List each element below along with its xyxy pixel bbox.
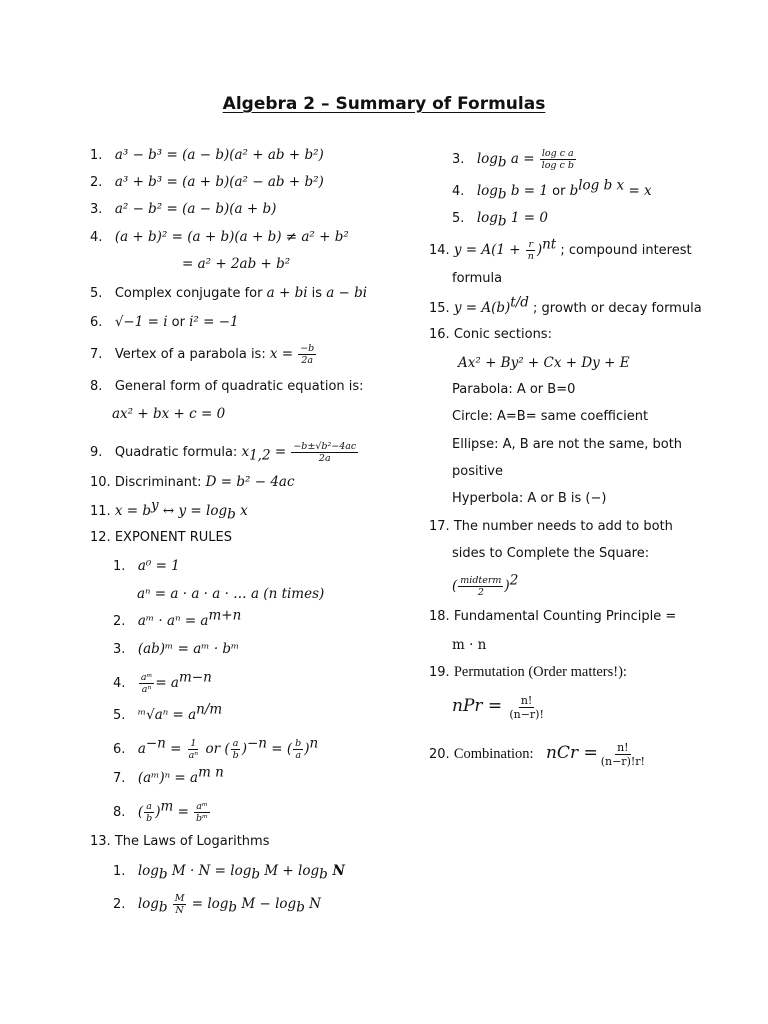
exponent-rule-1-definition: aⁿ = a · a · a · … a (n times) — [137, 586, 325, 602]
formula-item-20: 20. Combination: nCr = $\frac{n!}{(n-r)!r!}$ — [429, 741, 645, 768]
formula-item-17: 17. The number needs to add to both — [429, 519, 673, 534]
change-of-base-fraction: $\frac{\text{log c a}}{\text{log c b}}$ — [541, 148, 574, 171]
formula-item-14: 14. y = A(1 + $\frac{r}{n}$ )$^{nt}$ ; compound interest — [429, 236, 692, 262]
formula-item-3: 3. a² − b² = (a − b)(a + b) — [90, 201, 277, 217]
formula-item-18-continued: m · n — [452, 637, 487, 653]
formula-item-4-continued: = a² + 2ab + b² — [182, 256, 291, 272]
quotient-fraction: $\frac{\text{aᵐ}}{\text{aⁿ}}$ — [140, 672, 153, 695]
formula-item-9: 9. Quadratic formula: $x_{1,2}$ = $\frac{\text{−b±√b²−4ac}}{2a}$ — [90, 441, 357, 464]
quadratic-formula-fraction: $\frac{\text{−b±√b²−4ac}}{2a}$ — [293, 441, 357, 464]
log-law-4: 4. $\log_b b = 1$ or $b^{log b x} = x$ — [452, 177, 652, 203]
am-over-bm-fraction: $\frac{\text{aᵐ}}{\text{bᵐ}}$ — [196, 801, 208, 824]
exponent-rule-6: 6. $a^{-n}$ = $\frac{1}{\text{aⁿ}}$ or ( $\frac{a}{b}$ )$^{-n}$ = ( $\frac{b}{a}$ )$^n$ — [113, 735, 319, 761]
complete-square-expression: ( $\frac{\text{midterm}}{2}$ )$^2$ — [452, 572, 519, 598]
formula-item-5: 5. Complex conjugate for a + bi is a − bi — [90, 285, 368, 301]
conic-circle: Circle: A=B= same coefficient — [452, 409, 649, 424]
b-over-a-fraction: $\frac{b}{a}$ — [295, 738, 302, 761]
formula-item-19: 19. Permutation (Order matters!): — [429, 664, 627, 680]
vertex-fraction: $\frac{-b}{2a}$ — [300, 343, 315, 366]
formula-item-10: 10. Discriminant: D = b² − 4ac — [90, 474, 295, 490]
m-over-n-fraction: $\frac{M}{N}$ — [174, 893, 185, 916]
exponent-rule-5: 5. ᵐ√aⁿ = $a^{n/m}$ — [113, 701, 223, 723]
formula-item-1: 1. a³ − b³ = (a − b)(a² + ab + b²) — [90, 147, 324, 163]
formula-item-14-continued: formula — [452, 271, 503, 286]
conic-ellipse: Ellipse: A, B are not the same, both — [452, 437, 683, 452]
conic-general-equation: Ax² + By² + Cx + Dy + E — [458, 355, 630, 371]
reciprocal-fraction: $\frac{1}{\text{aⁿ}}$ — [188, 738, 199, 761]
midterm-fraction: $\frac{\text{midterm}}{2}$ — [460, 575, 502, 598]
exponent-rule-4: 4. $\frac{\text{aᵐ}}{\text{aⁿ}}$ = $a^{m-n}$ — [113, 669, 212, 695]
permutation-fraction: $\frac{n!}{(n-r)!}$ — [509, 694, 544, 721]
log-law-1: 1. $\log_b M \cdot N = \log_b M + \log_b N$ — [113, 863, 345, 883]
formula-item-17-continued: sides to Complete the Square: — [452, 546, 650, 561]
formula-item-8-equation: ax² + bx + c = 0 — [112, 406, 226, 422]
formula-item-11: 11. $x = b^y$ ↔ $y = \log_b x$ — [90, 497, 248, 523]
formula-item-15: 15. $y = A(b)^{t/d}$ ; growth or decay formula — [429, 294, 702, 316]
combination-fraction: $\frac{n!}{(n-r)!r!}$ — [600, 741, 645, 768]
conic-hyperbola: Hyperbola: A or B is (−) — [452, 491, 607, 506]
formula-item-4: 4. (a + b)² = (a + b)(a + b) ≠ a² + b² — [90, 229, 349, 245]
permutation-formula: nPr = $\frac{n!}{(n-r)!}$ — [452, 694, 544, 721]
conic-parabola: Parabola: A or B=0 — [452, 382, 576, 397]
exponent-rule-8: 8. ( $\frac{a}{b}$ )$^m$ = $\frac{\text{aᵐ}}{\text{bᵐ}}$ — [113, 798, 208, 824]
formula-item-2: 2. a³ + b³ = (a + b)(a² − ab + b²) — [90, 174, 324, 190]
formula-item-6: 6. √−1 = i or i² = −1 — [90, 314, 239, 330]
log-law-5: 5. $\log_b 1 = 0$ — [452, 210, 548, 230]
conic-ellipse-continued: positive — [452, 464, 503, 479]
formula-item-18: 18. Fundamental Counting Principle = — [429, 609, 677, 624]
exponent-rule-2: 2. aᵐ · $a^n = a^{m+n}$ — [113, 607, 242, 629]
formula-item-16: 16. Conic sections: — [429, 327, 552, 342]
section-exponent-rules: 12. EXPONENT RULES — [90, 530, 233, 545]
a-over-b-fraction: $\frac{a}{b}$ — [232, 738, 239, 761]
log-law-2: 2. $\log_b$ $\frac{M}{N}$ = $\log_b M - \log_b N$ — [113, 893, 321, 916]
section-laws-of-logarithms: 13. The Laws of Logarithms — [90, 834, 270, 849]
log-law-3: 3. $\log_b a$ = $\frac{\text{log c a}}{\text{log c b}}$ — [452, 148, 574, 171]
formula-item-8: 8. General form of quadratic equation is: — [90, 379, 364, 394]
formula-item-7: 7. Vertex of a parabola is: x = $\frac{-b}{2a}$ — [90, 343, 315, 366]
exponent-rule-1: 1. a⁰ = 1 — [113, 558, 180, 574]
r-over-n-fraction: $\frac{r}{n}$ — [527, 239, 534, 262]
page-title: Algebra 2 – Summary of Formulas — [222, 94, 546, 114]
exponent-rule-3: 3. (ab)ᵐ = aᵐ · bᵐ — [113, 641, 240, 657]
a-over-b-power-fraction: $\frac{a}{b}$ — [146, 801, 153, 824]
exponent-rule-7: 7. (aᵐ)ⁿ = $a^{m n}$ — [113, 764, 224, 786]
